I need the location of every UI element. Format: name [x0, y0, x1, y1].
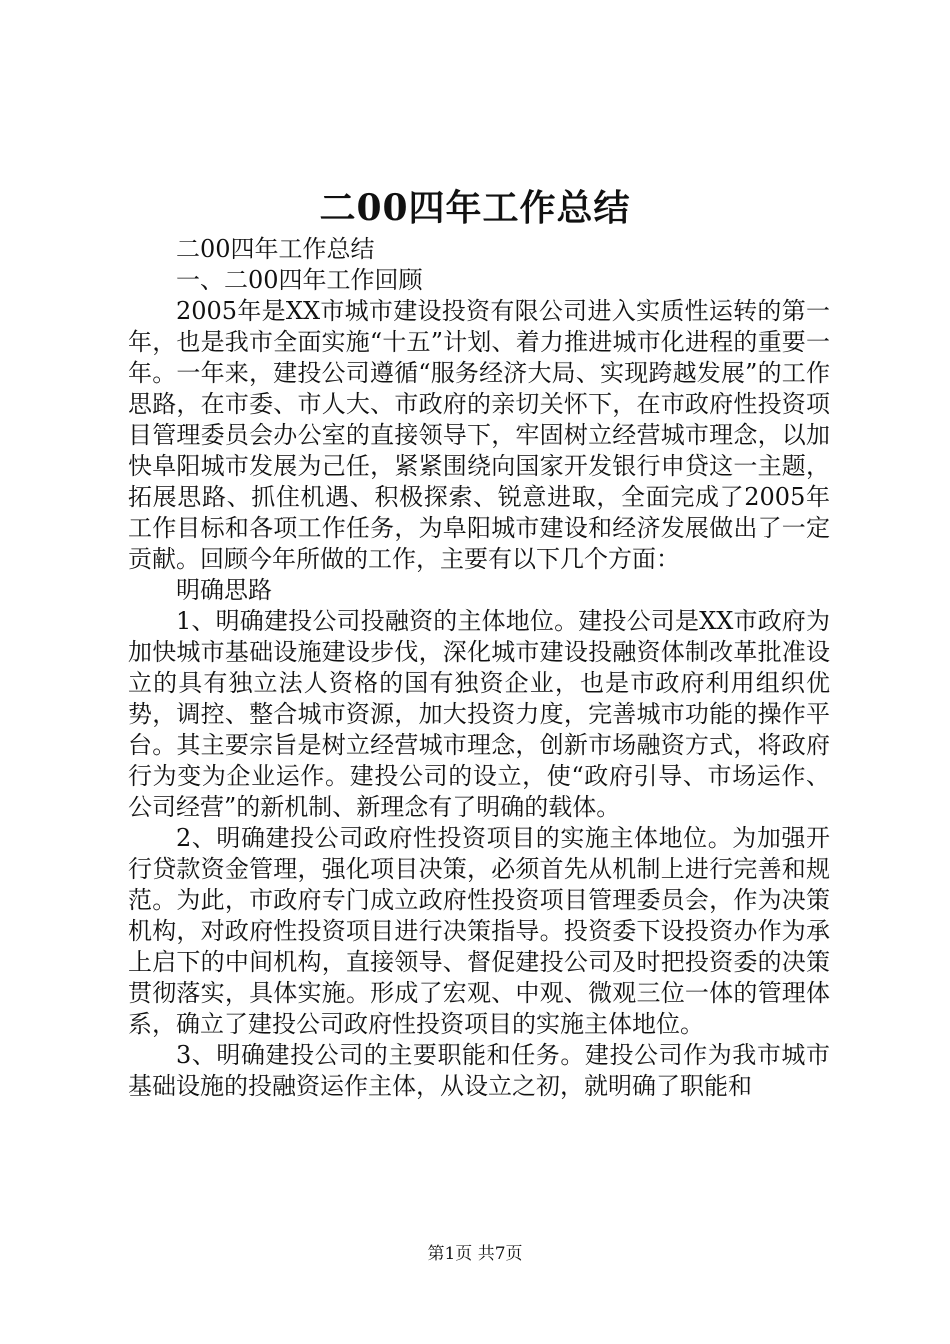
document-body — [128, 234, 830, 1102]
page-footer: 第1页 共7页 — [427, 1244, 523, 1264]
body-paragraph: 1、明确建投公司投融资的主体地位。建投公司是XX市政府为加快城市基础设施建设步伐，深化城市建设投融资体制改革批准设立的具有独立法人资格的国有独资企业，也是市政府利用组织优势，调控、整合城市资源，加大投资力度，完善城市功能的操作平台。其主要宗旨是树立经营城市理念，创新市场融资方式，将政府行为变为企业运作。建投公司的设立，使“政府引导、市场运作、公司经营”的新机制、新理念有了明确的载体。 — [128, 607, 830, 821]
subsection-heading: 明确思路 — [176, 576, 272, 604]
section-heading: 一、二00四年工作回顾 — [176, 266, 423, 294]
body-paragraph: 3、明确建投公司的主要职能和任务。建投公司作为我市城市基础设施的投融资运作主体，从设立之初，就明确了职能和 — [128, 1041, 830, 1100]
body-paragraph: 二00四年工作总结 — [176, 235, 375, 263]
body-paragraph: 2005年是XX市城市建设投资有限公司进入实质性运转的第一年，也是我市全面实施“十五”计划、着力推进城市化进程的重要一年。一年来，建投公司遵循“服务经济大局、实现跨越发展”的工作思路，在市委、市人大、市政府的亲切关怀下，在市政府性投资项目管理委员会办公室的直接领导下，牢固树立经营城市理念，以加快阜阳城市发展为己任，紧紧围绕向国家开发银行申贷这一主题，拓展思路、抓住机遇、积极探索、锐意进取，全面完成了2005年工作目标和各项工作任务，为阜阳城市建设和经济发展做出了一定贡献。回顾今年所做的工作，主要有以下几个方面： — [128, 297, 830, 573]
document-title: 二00四年工作总结 — [319, 187, 631, 229]
body-paragraph: 2、明确建投公司政府性投资项目的实施主体地位。为加强开行贷款资金管理，强化项目决策，必须首先从机制上进行完善和规范。为此，市政府专门成立政府性投资项目管理委员会，作为决策机构，对政府性投资项目进行决策指导。投资委下设投资办作为承上启下的中间机构，直接领导、督促建投公司及时把投资委的决策贯彻落实，具体实施。形成了宏观、中观、微观三位一体的管理体系，确立了建投公司政府性投资项目的实施主体地位。 — [128, 824, 830, 1038]
